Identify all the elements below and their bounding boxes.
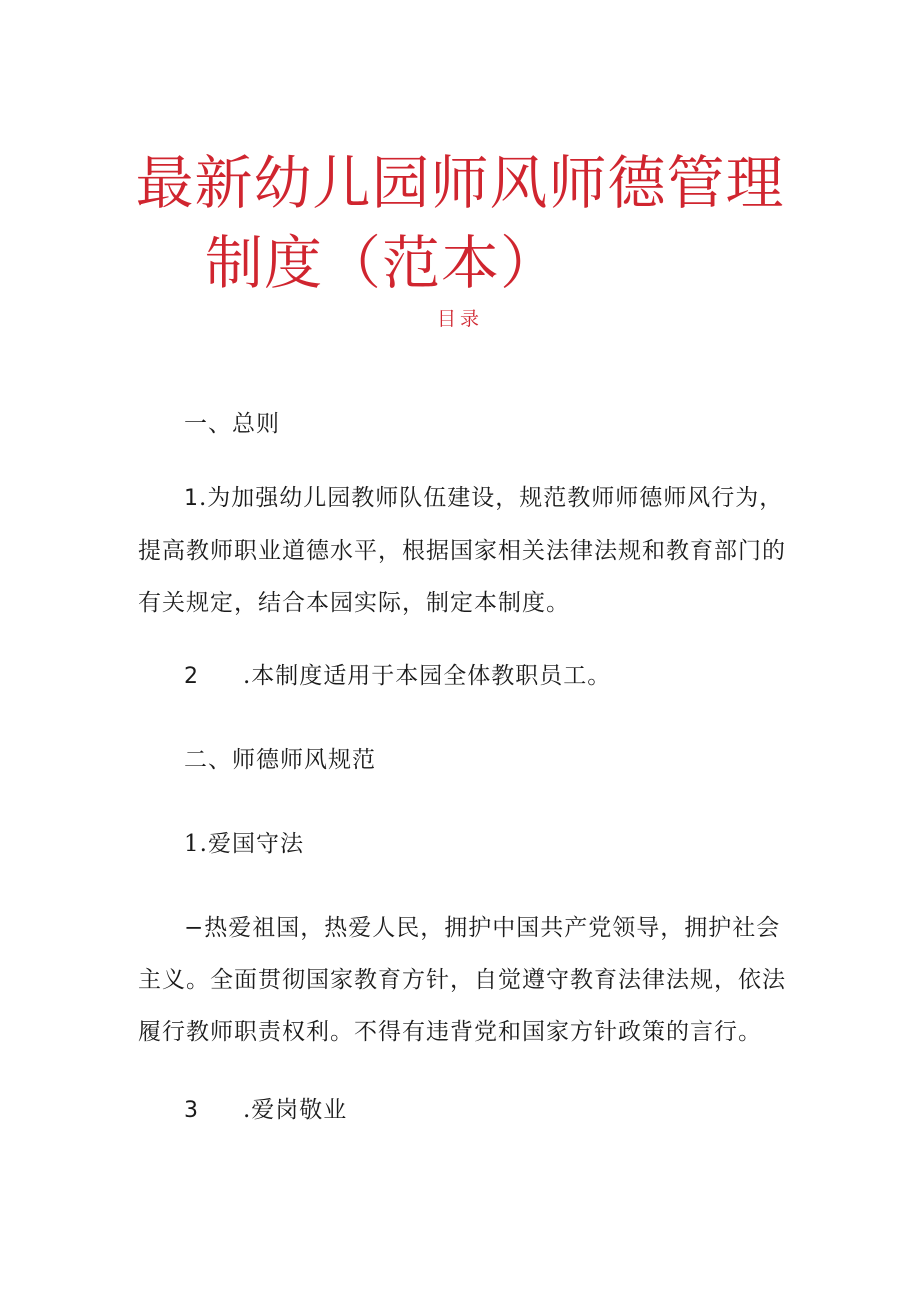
sub1-paragraph: −热爱祖国，热爱人民，拥护中国共产党领导，拥护社会主义。全面贯彻国家教育方针，自觉遵守教育法律法规，依法履行教师职责权利。不得有违背党和国家方针政策的言行。 bbox=[138, 915, 786, 1045]
sub1-heading: 1.爱国守法 bbox=[184, 831, 304, 857]
section2-heading: 二、师德师风规范 bbox=[184, 747, 376, 773]
item2-text: .本制度适用于本园全体教职员工。 bbox=[243, 663, 612, 689]
document-title-line1: 最新幼儿园师风师德管理 bbox=[135, 149, 785, 217]
item1-text: .为加强幼儿园教师队伍建设，规范教师师德师风行为，提高教师职业道德水平，根据国家相关法律法规和教育部门的有关规定，结合本园实际，制定本制度。 bbox=[138, 485, 786, 616]
item2-number: 2 bbox=[184, 664, 199, 689]
item2-paragraph bbox=[138, 650, 798, 703]
sub3-paragraph bbox=[138, 1084, 798, 1137]
sub3-number: 3 bbox=[184, 1098, 199, 1123]
toc-label: 目录 bbox=[436, 308, 483, 330]
document-title-line2: 制度（范本） bbox=[204, 229, 559, 297]
item1-number: 1 bbox=[184, 486, 199, 511]
sub3-heading: .爱岗敬业 bbox=[243, 1097, 348, 1123]
item1-paragraph bbox=[138, 472, 798, 629]
section1-heading: 一、总则 bbox=[184, 411, 280, 437]
